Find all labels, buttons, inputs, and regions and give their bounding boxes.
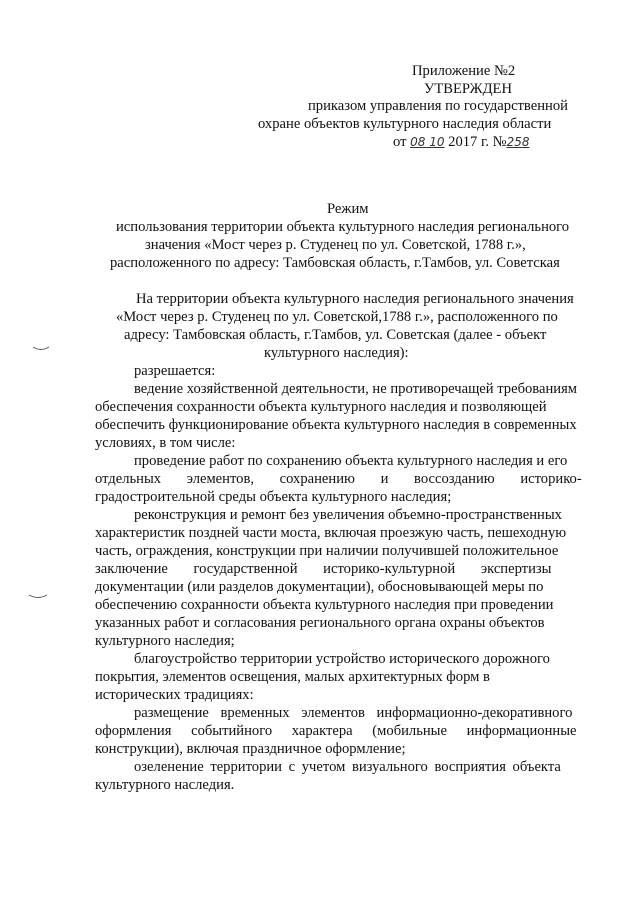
date-year: 2017 г. <box>448 134 489 150</box>
paragraph-line: документации (или разделов документации), обосновывающей меры по <box>95 579 544 595</box>
paragraph-line: ведение хозяйственной деятельности, не противоречащей требованиям <box>134 381 578 397</box>
paragraph-line: размещение временных элементов информационно-декоративного <box>134 705 573 721</box>
paragraph-line: условиях, в том числе: <box>95 435 236 451</box>
margin-tick-mark <box>28 592 48 600</box>
paragraph-line: обеспечить функционирование объекта культурного наследия в современных <box>95 417 577 433</box>
paragraph-line: проведение работ по сохранению объекта культурного наследия и его <box>134 453 568 469</box>
paragraph-line: исторических традициях: <box>95 687 254 703</box>
order-line-1: приказом управления по государственной <box>308 98 568 114</box>
paragraph-line: обеспечения сохранности объекта культурного наследия и позволяющей <box>95 399 547 415</box>
paragraph-line: часть, ограждения, конструкции при наличии получившей положительное <box>95 543 559 559</box>
document-title: Режим <box>327 201 369 217</box>
order-line-2: охране объектов культурного наследия области <box>258 116 552 132</box>
paragraph-line: озеленение территории с учетом визуального восприятия объекта <box>134 759 561 775</box>
number-prefix: № <box>492 134 507 150</box>
paragraph-line: отдельных элементов, сохранению и воссозданию историко- <box>95 471 582 487</box>
date-prefix: от <box>393 134 407 150</box>
title-line-1: использования территории объекта культурного наследия регионального <box>116 219 570 235</box>
paragraph-line: указанных работ и согласования регионального органа охраны объектов <box>95 615 545 631</box>
order-date-line <box>393 133 529 151</box>
paragraph-line: культурного наследия. <box>95 777 235 793</box>
appendix-number: Приложение №2 <box>412 63 516 79</box>
intro-line-2: «Мост через р. Студенец по ул. Советской,1788 г.», расположенного по <box>116 309 558 325</box>
paragraph-line: оформления событийного характера (мобильные информационные <box>95 723 577 739</box>
intro-line-3: адресу: Тамбовская область, г.Тамбов, ул. Советская (далее - объект <box>124 327 547 343</box>
paragraph-line: обеспечению сохранности объекта культурного наследия при проведении <box>95 597 554 613</box>
margin-tick-mark <box>32 344 50 352</box>
allowed-heading: разрешается: <box>134 363 216 379</box>
paragraph-line: конструкции), включая праздничное оформление; <box>95 741 406 757</box>
approved-heading: УТВЕРЖДЕН <box>424 81 512 97</box>
paragraph-line: градостроительной среды объекта культурного наследия; <box>95 489 452 505</box>
title-line-3: расположенного по адресу: Тамбовская область, г.Тамбов, ул. Советская <box>110 255 560 271</box>
title-line-2: значения «Мост через р. Студенец по ул. Советской, 1788 г.», <box>145 237 526 253</box>
handwritten-date: 08 10 <box>410 135 445 149</box>
intro-line-1: На территории объекта культурного наследия регионального значения <box>136 291 574 307</box>
paragraph-line: заключение государственной историко-культурной экспертизы <box>95 561 552 577</box>
paragraph-line: характеристик поздней части моста, включая проезжую часть, пешеходную <box>95 525 567 541</box>
handwritten-number: 258 <box>506 135 530 149</box>
paragraph-line: реконструкция и ремонт без увеличения объемно-пространственных <box>134 507 562 523</box>
paragraph-line: культурного наследия; <box>95 633 235 649</box>
paragraph-line: покрытия, элементов освещения, малых архитектурных форм в <box>95 669 490 685</box>
intro-line-4: культурного наследия): <box>264 345 409 361</box>
paragraph-line: благоустройство территории устройство исторического дорожного <box>134 651 550 667</box>
